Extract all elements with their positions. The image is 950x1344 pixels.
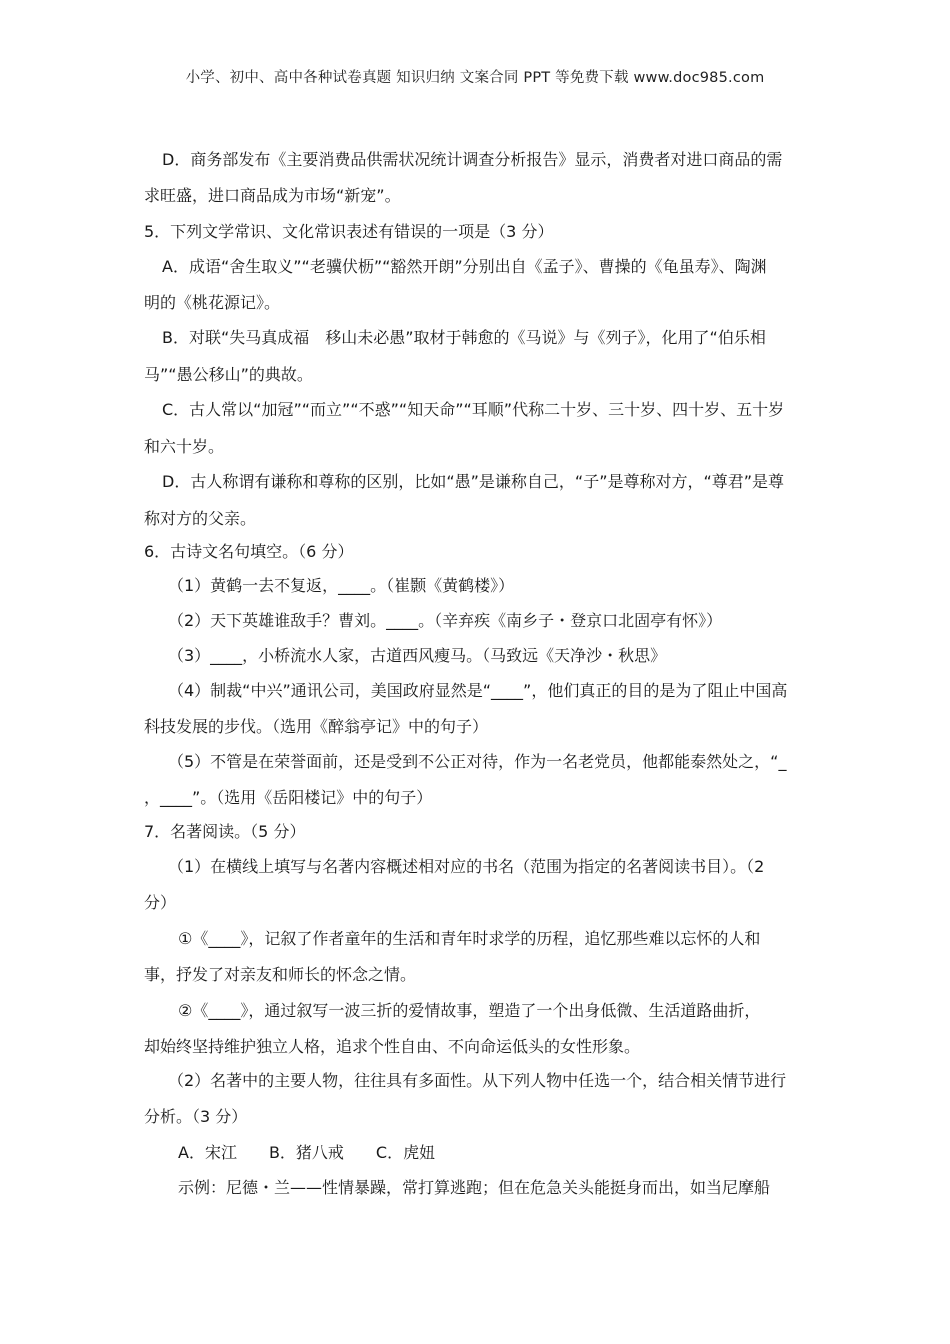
option-c: C．古人常以“加冠”“而立”“不惑”“知天命”“耳顺”代称二十岁、三十岁、四十岁、五十岁	[162, 400, 785, 419]
question-6: 6．古诗文名句填空。（6 分）	[144, 542, 354, 561]
blank-item-1: （1）黄鹤一去不复返，____。（崔颢《黄鹤楼》）	[168, 576, 515, 595]
text-line: 科技发展的步伐。（选用《醉翁亭记》中的句子）	[144, 717, 489, 736]
text-line: 事，抒发了对亲友和师长的怀念之情。	[144, 965, 417, 984]
text-line: D．商务部发布《主要消费品供需状况统计调查分析报告》显示，消费者对进口商品的需	[162, 150, 783, 169]
text-line: 却始终坚持维护独立人格，追求个性自由、不向命运低头的女性形象。	[144, 1037, 641, 1056]
sub-question-1: （1）在横线上填写与名著内容概述相对应的书名（范围为指定的名著阅读书目）。（2	[168, 857, 765, 876]
text-line: 明的《桃花源记》。	[144, 293, 281, 312]
option-b: B．对联“失马真成福 移山未必愚”取材于韩愈的《马说》与《列子》，化用了“伯乐相	[162, 328, 766, 347]
example-line: 示例：尼德・兰——性情暴躁，常打算逃跑；但在危急关头能挺身而出，如当尼摩船	[178, 1178, 771, 1197]
page-header: 小学、初中、高中各种试卷真题 知识归纳 文案合同 PPT 等免费下载 www.doc985.com	[185, 70, 765, 86]
text-line: 求旺盛，进口商品成为市场“新宠”。	[144, 186, 401, 205]
text-line: 称对方的父亲。	[144, 509, 257, 528]
text-line: 马”“愚公移山”的典故。	[144, 365, 313, 384]
character-options: A．宋江 B．猪八戒 C．虎妞	[178, 1143, 436, 1162]
option-a: A．成语“舍生取义”“老骥伏枥”“豁然开朗”分别出自《孟子》、曹操的《龟虽寿》、陶渊	[162, 257, 767, 276]
text-line: 分析。（3 分）	[144, 1107, 248, 1126]
blank-item-5: （5）不管是在荣誉面前，还是受到不公正对待，作为一名老党员，他都能泰然处之，“_	[168, 752, 787, 771]
sub-question-2: （2）名著中的主要人物，往往具有多面性。从下列人物中任选一个，结合相关情节进行	[168, 1071, 787, 1090]
text-line: 分）	[144, 893, 177, 912]
blank-item-4: （4）制裁“中兴”通讯公司，美国政府显然是“____”，他们真正的目的是为了阻止中国高	[168, 681, 788, 700]
question-7: 7．名著阅读。（5 分）	[144, 822, 306, 841]
text-line: 和六十岁。	[144, 437, 225, 456]
blank-item-2: （2）天下英雄谁敌手？曹刘。____。（辛弃疾《南乡子・登京口北固亭有怀》）	[168, 611, 723, 630]
book-item-1: ①《____》，记叙了作者童年的生活和青年时求学的历程，追忆那些难以忘怀的人和	[178, 929, 761, 948]
text-line: ，____”。（选用《岳阳楼记》中的句子）	[144, 788, 433, 807]
option-d: D．古人称谓有谦称和尊称的区别，比如“愚”是谦称自己，“子”是尊称对方，“尊君”是尊	[162, 472, 785, 491]
question-5: 5．下列文学常识、文化常识表述有错误的一项是（3 分）	[144, 222, 554, 241]
blank-item-3: （3）____，小桥流水人家，古道西风瘦马。（马致远《天净沙・秋思》	[168, 646, 667, 665]
book-item-2: ②《____》，通过叙写一波三折的爱情故事，塑造了一个出身低微、生活道路曲折，	[178, 1001, 761, 1020]
